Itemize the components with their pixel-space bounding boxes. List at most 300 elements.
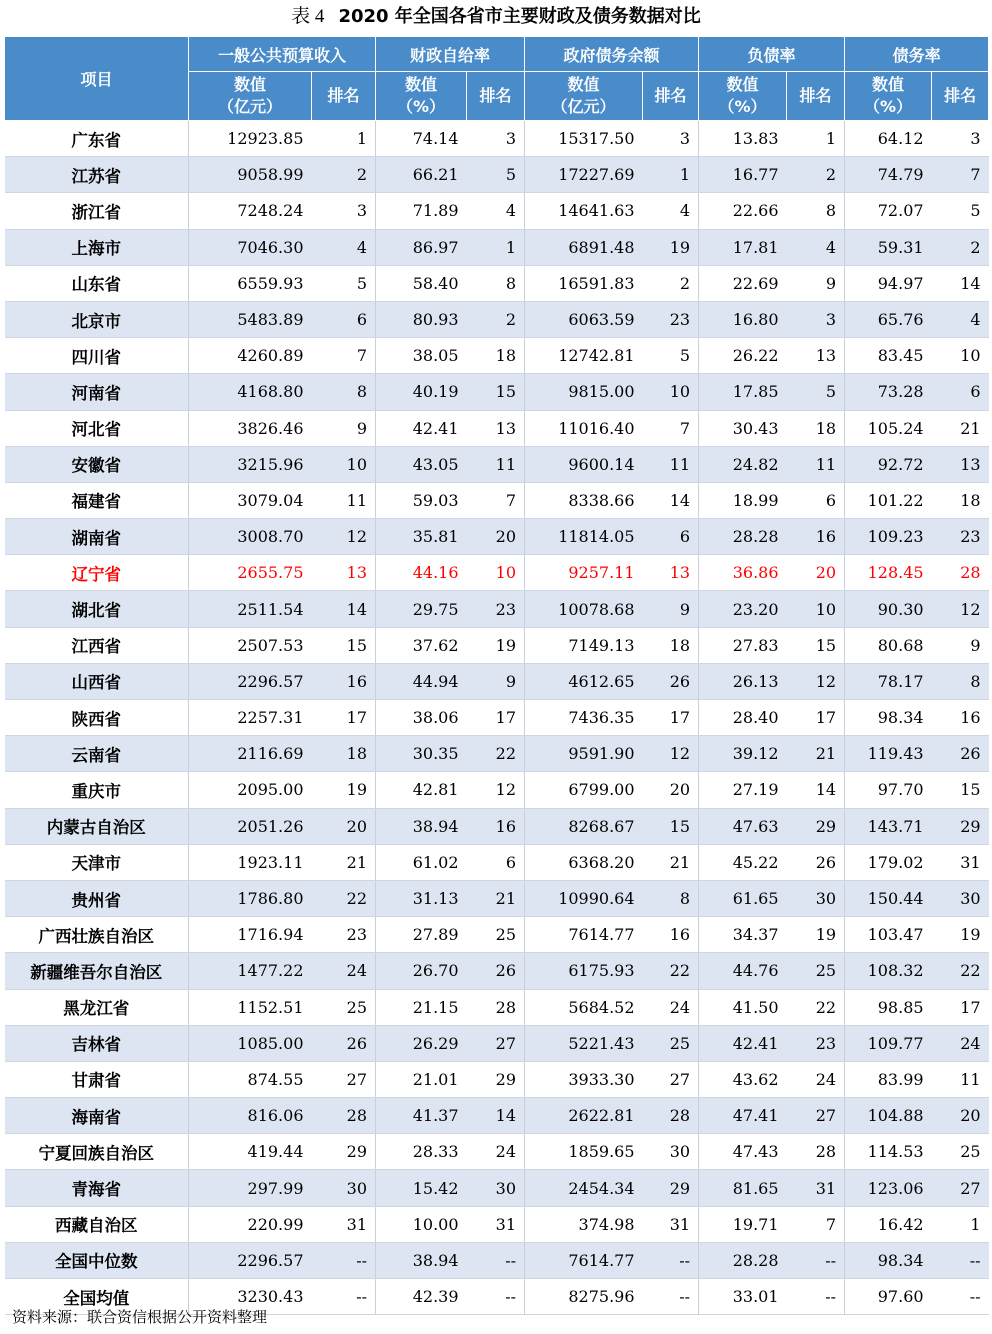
rank-cell: 26: [643, 663, 699, 699]
province-name: 重庆市: [5, 772, 189, 808]
rank-cell: 7: [467, 482, 525, 518]
value-cell: 123.06: [845, 1170, 932, 1206]
table-row: [5, 989, 989, 1025]
rank-cell: 11: [787, 446, 845, 482]
province-name: 山东省: [5, 265, 189, 301]
value-cell: 7149.13: [525, 627, 643, 663]
value-cell: 86.97: [376, 229, 467, 265]
rank-cell: 16: [787, 519, 845, 555]
table-row: [5, 663, 989, 699]
province-name: 上海市: [5, 229, 189, 265]
value-cell: 874.55: [189, 1061, 312, 1097]
province-name: 内蒙古自治区: [5, 808, 189, 844]
rank-cell: 30: [643, 1134, 699, 1170]
rank-cell: 14: [932, 265, 989, 301]
value-cell: 3230.43: [189, 1279, 312, 1315]
rank-cell: 18: [312, 736, 376, 772]
value-cell: 74.14: [376, 121, 467, 157]
value-cell: 7614.77: [525, 1242, 643, 1278]
rank-cell: 28: [643, 1098, 699, 1134]
rank-cell: 19: [932, 917, 989, 953]
value-cell: 27.89: [376, 917, 467, 953]
value-cell: 6175.93: [525, 953, 643, 989]
rank-cell: 27: [932, 1170, 989, 1206]
province-name: 北京市: [5, 301, 189, 337]
value-cell: 30.35: [376, 736, 467, 772]
rank-cell: 17: [467, 700, 525, 736]
value-cell: 16.77: [699, 157, 787, 193]
rank-cell: 8: [932, 663, 989, 699]
rank-cell: 3: [467, 121, 525, 157]
table-row: [5, 1098, 989, 1134]
rank-cell: 16: [467, 808, 525, 844]
value-cell: 1923.11: [189, 844, 312, 880]
rank-cell: 26: [467, 953, 525, 989]
rank-cell: --: [787, 1279, 845, 1315]
rank-cell: 21: [787, 736, 845, 772]
value-cell: 35.81: [376, 519, 467, 555]
rank-cell: 15: [467, 374, 525, 410]
table-row: [5, 627, 989, 663]
value-cell: 7046.30: [189, 229, 312, 265]
rank-cell: 23: [643, 301, 699, 337]
table-row: [5, 157, 989, 193]
table-row: [5, 121, 989, 157]
value-cell: 9815.00: [525, 374, 643, 410]
value-cell: 15.42: [376, 1170, 467, 1206]
header-group-debt-ratio: 负债率: [699, 37, 845, 72]
value-cell: 22.66: [699, 193, 787, 229]
value-cell: 6063.59: [525, 301, 643, 337]
rank-cell: --: [643, 1242, 699, 1278]
value-cell: 71.89: [376, 193, 467, 229]
value-cell: 42.81: [376, 772, 467, 808]
value-cell: 16.42: [845, 1206, 932, 1242]
rank-cell: 5: [643, 338, 699, 374]
value-cell: 297.99: [189, 1170, 312, 1206]
rank-cell: 3: [643, 121, 699, 157]
province-name: 辽宁省: [5, 555, 189, 591]
table-body: [5, 121, 989, 1315]
header-rank: 排名: [643, 72, 699, 121]
rank-cell: 24: [643, 989, 699, 1025]
rank-cell: 14: [312, 591, 376, 627]
rank-cell: 29: [467, 1061, 525, 1097]
value-cell: 103.47: [845, 917, 932, 953]
table-title: [0, 0, 992, 36]
value-cell: 38.05: [376, 338, 467, 374]
rank-cell: 8: [312, 374, 376, 410]
value-cell: 3079.04: [189, 482, 312, 518]
province-name: 新疆维吾尔自治区: [5, 953, 189, 989]
table-row: [5, 917, 989, 953]
rank-cell: 12: [932, 591, 989, 627]
value-cell: 14641.63: [525, 193, 643, 229]
value-cell: 98.34: [845, 1242, 932, 1278]
table-row: [5, 1061, 989, 1097]
rank-cell: 6: [467, 844, 525, 880]
header-rank: 排名: [467, 72, 525, 121]
value-cell: 42.39: [376, 1279, 467, 1315]
table-header: [5, 37, 989, 121]
rank-cell: 16: [312, 663, 376, 699]
rank-cell: 19: [643, 229, 699, 265]
rank-cell: 2: [787, 157, 845, 193]
rank-cell: 28: [787, 1134, 845, 1170]
value-cell: 80.93: [376, 301, 467, 337]
rank-cell: 20: [643, 772, 699, 808]
table-row: [5, 338, 989, 374]
rank-cell: 4: [932, 301, 989, 337]
source-note: 资料来源：联合资信根据公开资料整理: [12, 1308, 268, 1326]
rank-cell: 19: [787, 917, 845, 953]
rank-cell: 8: [643, 880, 699, 916]
value-cell: 26.13: [699, 663, 787, 699]
value-cell: 17.85: [699, 374, 787, 410]
rank-cell: 18: [932, 482, 989, 518]
province-name: 陕西省: [5, 700, 189, 736]
value-cell: 6368.20: [525, 844, 643, 880]
value-cell: 2116.69: [189, 736, 312, 772]
rank-cell: 26: [312, 1025, 376, 1061]
rank-cell: 1: [643, 157, 699, 193]
rank-cell: 22: [643, 953, 699, 989]
value-cell: 94.97: [845, 265, 932, 301]
province-name: 海南省: [5, 1098, 189, 1134]
value-cell: 9058.99: [189, 157, 312, 193]
value-cell: 26.29: [376, 1025, 467, 1061]
header-value: 数值 （亿元）: [525, 72, 643, 121]
rank-cell: --: [932, 1279, 989, 1315]
rank-cell: 27: [643, 1061, 699, 1097]
rank-cell: 10: [643, 374, 699, 410]
value-cell: 105.24: [845, 410, 932, 446]
rank-cell: 31: [312, 1206, 376, 1242]
rank-cell: 13: [932, 446, 989, 482]
table-row: [5, 1170, 989, 1206]
table-row: [5, 374, 989, 410]
rank-cell: 13: [312, 555, 376, 591]
value-cell: 44.16: [376, 555, 467, 591]
value-cell: 1152.51: [189, 989, 312, 1025]
value-cell: 2257.31: [189, 700, 312, 736]
value-cell: 98.85: [845, 989, 932, 1025]
value-cell: 3215.96: [189, 446, 312, 482]
value-cell: 11016.40: [525, 410, 643, 446]
table-row: [5, 482, 989, 518]
rank-cell: 25: [932, 1134, 989, 1170]
province-name: 广东省: [5, 121, 189, 157]
value-cell: 59.03: [376, 482, 467, 518]
rank-cell: 9: [787, 265, 845, 301]
rank-cell: 6: [787, 482, 845, 518]
value-cell: 61.02: [376, 844, 467, 880]
value-cell: 12923.85: [189, 121, 312, 157]
value-cell: 31.13: [376, 880, 467, 916]
rank-cell: 17: [932, 989, 989, 1025]
province-name: 安徽省: [5, 446, 189, 482]
table-row: [5, 446, 989, 482]
value-cell: 45.22: [699, 844, 787, 880]
rank-cell: 19: [312, 772, 376, 808]
rank-cell: 18: [643, 627, 699, 663]
value-cell: 41.50: [699, 989, 787, 1025]
rank-cell: 22: [312, 880, 376, 916]
value-cell: 2454.34: [525, 1170, 643, 1206]
province-name: 山西省: [5, 663, 189, 699]
province-name: 四川省: [5, 338, 189, 374]
header-project: 项目: [5, 37, 189, 121]
value-cell: 47.43: [699, 1134, 787, 1170]
value-cell: 4168.80: [189, 374, 312, 410]
value-cell: 72.07: [845, 193, 932, 229]
value-cell: 4260.89: [189, 338, 312, 374]
province-name: 福建省: [5, 482, 189, 518]
value-cell: 104.88: [845, 1098, 932, 1134]
rank-cell: 31: [787, 1170, 845, 1206]
rank-cell: 10: [467, 555, 525, 591]
rank-cell: 5: [467, 157, 525, 193]
rank-cell: 11: [312, 482, 376, 518]
rank-cell: 25: [467, 917, 525, 953]
value-cell: 61.65: [699, 880, 787, 916]
value-cell: 28.28: [699, 519, 787, 555]
province-name: 全国中位数: [5, 1242, 189, 1278]
header-group-debt-balance: 政府债务余额: [525, 37, 699, 72]
rank-cell: 22: [467, 736, 525, 772]
value-cell: 150.44: [845, 880, 932, 916]
rank-cell: 29: [312, 1134, 376, 1170]
value-cell: 92.72: [845, 446, 932, 482]
header-group-debt-rate: 债务率: [845, 37, 989, 72]
value-cell: 109.77: [845, 1025, 932, 1061]
province-name: 宁夏回族自治区: [5, 1134, 189, 1170]
province-name: 浙江省: [5, 193, 189, 229]
value-cell: 42.41: [376, 410, 467, 446]
value-cell: 143.71: [845, 808, 932, 844]
table-row: [5, 953, 989, 989]
rank-cell: 30: [312, 1170, 376, 1206]
value-cell: 98.34: [845, 700, 932, 736]
table-row: [5, 736, 989, 772]
value-cell: 44.94: [376, 663, 467, 699]
value-cell: 27.19: [699, 772, 787, 808]
rank-cell: --: [932, 1242, 989, 1278]
value-cell: 2655.75: [189, 555, 312, 591]
table-row: [5, 1134, 989, 1170]
rank-cell: 23: [932, 519, 989, 555]
value-cell: 10.00: [376, 1206, 467, 1242]
rank-cell: 12: [787, 663, 845, 699]
table-row: [5, 880, 989, 916]
rank-cell: 5: [932, 193, 989, 229]
value-cell: 10990.64: [525, 880, 643, 916]
rank-cell: 8: [467, 265, 525, 301]
table-row: [5, 410, 989, 446]
value-cell: 28.33: [376, 1134, 467, 1170]
rank-cell: 31: [467, 1206, 525, 1242]
rank-cell: --: [467, 1242, 525, 1278]
rank-cell: 14: [787, 772, 845, 808]
value-cell: 73.28: [845, 374, 932, 410]
value-cell: 42.41: [699, 1025, 787, 1061]
rank-cell: 21: [312, 844, 376, 880]
value-cell: 16591.83: [525, 265, 643, 301]
province-name: 河南省: [5, 374, 189, 410]
value-cell: 22.69: [699, 265, 787, 301]
rank-cell: 25: [787, 953, 845, 989]
value-cell: 7248.24: [189, 193, 312, 229]
value-cell: 36.86: [699, 555, 787, 591]
table-row: [5, 555, 989, 591]
value-cell: 27.83: [699, 627, 787, 663]
rank-cell: 29: [932, 808, 989, 844]
table-row: [5, 301, 989, 337]
value-cell: 5684.52: [525, 989, 643, 1025]
value-cell: 23.20: [699, 591, 787, 627]
value-cell: 10078.68: [525, 591, 643, 627]
value-cell: 5483.89: [189, 301, 312, 337]
rank-cell: 28: [932, 555, 989, 591]
value-cell: 38.06: [376, 700, 467, 736]
value-cell: 90.30: [845, 591, 932, 627]
value-cell: 2622.81: [525, 1098, 643, 1134]
value-cell: 97.60: [845, 1279, 932, 1315]
value-cell: 83.45: [845, 338, 932, 374]
rank-cell: 14: [643, 482, 699, 518]
rank-cell: 8: [787, 193, 845, 229]
rank-cell: 13: [467, 410, 525, 446]
rank-cell: 24: [932, 1025, 989, 1061]
table-row: [5, 700, 989, 736]
value-cell: 2095.00: [189, 772, 312, 808]
rank-cell: 16: [932, 700, 989, 736]
value-cell: 13.83: [699, 121, 787, 157]
value-cell: 65.76: [845, 301, 932, 337]
rank-cell: 3: [932, 121, 989, 157]
rank-cell: 26: [932, 736, 989, 772]
header-value: 数值 （%）: [699, 72, 787, 121]
rank-cell: 12: [312, 519, 376, 555]
value-cell: 41.37: [376, 1098, 467, 1134]
table-row: [5, 193, 989, 229]
rank-cell: 17: [643, 700, 699, 736]
value-cell: 8268.67: [525, 808, 643, 844]
rank-cell: 6: [643, 519, 699, 555]
rank-cell: 10: [932, 338, 989, 374]
value-cell: 816.06: [189, 1098, 312, 1134]
province-name: 河北省: [5, 410, 189, 446]
province-name: 贵州省: [5, 880, 189, 916]
value-cell: 1716.94: [189, 917, 312, 953]
rank-cell: 20: [312, 808, 376, 844]
value-cell: 28.40: [699, 700, 787, 736]
value-cell: 18.99: [699, 482, 787, 518]
value-cell: 58.40: [376, 265, 467, 301]
rank-cell: 20: [932, 1098, 989, 1134]
rank-cell: 11: [467, 446, 525, 482]
rank-cell: 31: [932, 844, 989, 880]
rank-cell: 24: [467, 1134, 525, 1170]
value-cell: 3933.30: [525, 1061, 643, 1097]
header-rank: 排名: [787, 72, 845, 121]
rank-cell: 22: [787, 989, 845, 1025]
rank-cell: --: [467, 1279, 525, 1315]
value-cell: 128.45: [845, 555, 932, 591]
province-name: 湖北省: [5, 591, 189, 627]
rank-cell: 12: [467, 772, 525, 808]
value-cell: 16.80: [699, 301, 787, 337]
value-cell: 109.23: [845, 519, 932, 555]
rank-cell: 31: [643, 1206, 699, 1242]
rank-cell: --: [787, 1242, 845, 1278]
province-name: 云南省: [5, 736, 189, 772]
value-cell: 15317.50: [525, 121, 643, 157]
value-cell: 38.94: [376, 808, 467, 844]
rank-cell: 14: [467, 1098, 525, 1134]
rank-cell: 21: [467, 880, 525, 916]
rank-cell: 5: [312, 265, 376, 301]
value-cell: 3008.70: [189, 519, 312, 555]
rank-cell: 30: [787, 880, 845, 916]
value-cell: 114.53: [845, 1134, 932, 1170]
rank-cell: 1: [932, 1206, 989, 1242]
rank-cell: 4: [787, 229, 845, 265]
province-name: 甘肃省: [5, 1061, 189, 1097]
value-cell: 44.76: [699, 953, 787, 989]
table-row: [5, 1025, 989, 1061]
value-cell: 2507.53: [189, 627, 312, 663]
rank-cell: 25: [643, 1025, 699, 1061]
value-cell: 374.98: [525, 1206, 643, 1242]
rank-cell: 22: [932, 953, 989, 989]
rank-cell: 13: [787, 338, 845, 374]
rank-cell: 16: [643, 917, 699, 953]
value-cell: 26.70: [376, 953, 467, 989]
value-cell: 43.62: [699, 1061, 787, 1097]
province-name: 全国均值: [5, 1279, 189, 1315]
rank-cell: 2: [467, 301, 525, 337]
rank-cell: 5: [787, 374, 845, 410]
value-cell: 38.94: [376, 1242, 467, 1278]
value-cell: 21.01: [376, 1061, 467, 1097]
rank-cell: 10: [787, 591, 845, 627]
table-number: 表 4: [291, 6, 325, 27]
header-value: 数值 （亿元）: [189, 72, 312, 121]
province-name: 广西壮族自治区: [5, 917, 189, 953]
header-group-budget-revenue: 一般公共预算收入: [189, 37, 376, 72]
rank-cell: 3: [787, 301, 845, 337]
value-cell: 47.41: [699, 1098, 787, 1134]
rank-cell: 12: [643, 736, 699, 772]
value-cell: 419.44: [189, 1134, 312, 1170]
province-name: 湖南省: [5, 519, 189, 555]
province-name: 天津市: [5, 844, 189, 880]
value-cell: 101.22: [845, 482, 932, 518]
value-cell: 12742.81: [525, 338, 643, 374]
value-cell: 6799.00: [525, 772, 643, 808]
value-cell: 29.75: [376, 591, 467, 627]
value-cell: 119.43: [845, 736, 932, 772]
province-name: 青海省: [5, 1170, 189, 1206]
rank-cell: 6: [312, 301, 376, 337]
province-name: 西藏自治区: [5, 1206, 189, 1242]
value-cell: 7614.77: [525, 917, 643, 953]
value-cell: 83.99: [845, 1061, 932, 1097]
value-cell: 21.15: [376, 989, 467, 1025]
rank-cell: 15: [643, 808, 699, 844]
rank-cell: 2: [312, 157, 376, 193]
